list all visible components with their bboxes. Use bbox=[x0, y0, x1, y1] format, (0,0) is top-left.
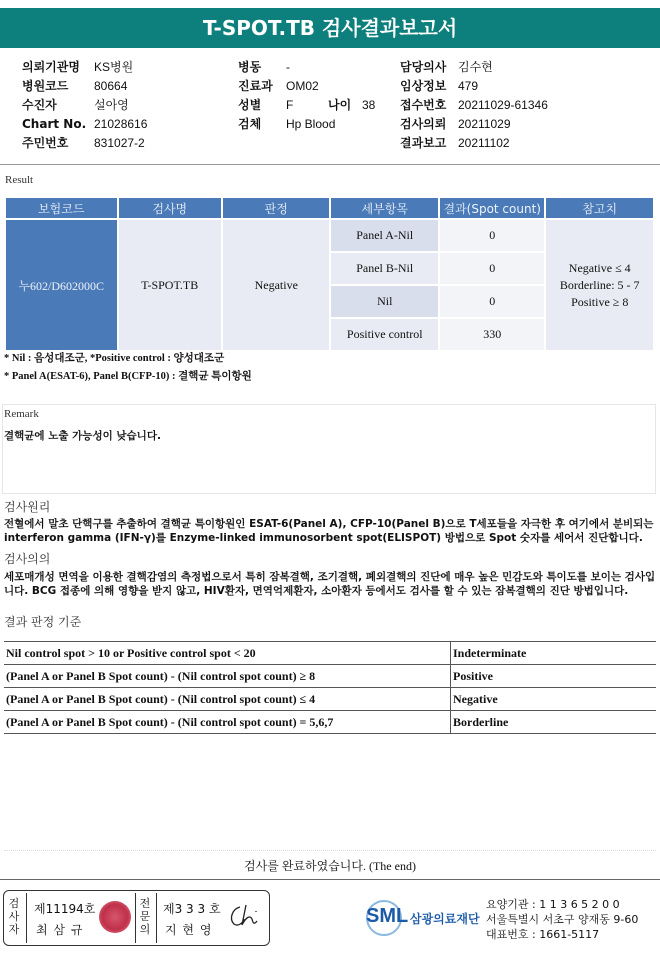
result-note: * Panel A(ESAT-6), Panel B(CFP-10) : 결핵균 특이항원 bbox=[4, 371, 252, 382]
info-value: 21028616 bbox=[94, 117, 148, 131]
table-row bbox=[4, 688, 656, 711]
result-table bbox=[4, 196, 655, 352]
table-row bbox=[4, 665, 656, 688]
specialist-label: 전문의 bbox=[139, 897, 151, 936]
info-key: 검체 bbox=[238, 117, 262, 131]
info-key: 주민번호 bbox=[22, 136, 69, 150]
info-key: 진료과 bbox=[238, 79, 273, 93]
reference-range bbox=[546, 220, 653, 350]
tester-seal-icon bbox=[99, 901, 131, 933]
table-row bbox=[6, 220, 653, 251]
spot-count: 0 bbox=[440, 253, 544, 284]
info-key: 담당의사 bbox=[400, 60, 447, 74]
criteria-result: Positive bbox=[451, 665, 657, 688]
info-value: 831027-2 bbox=[94, 136, 145, 150]
info-key: 병원코드 bbox=[22, 79, 69, 93]
specialist-license-no: 제3 3 3 호 bbox=[163, 902, 221, 916]
insurance-code: 누602/D602000C bbox=[6, 220, 117, 350]
info-value: 20211029 bbox=[458, 117, 511, 131]
info-value: KS병원 bbox=[94, 60, 134, 74]
header-reference: 참고치 bbox=[546, 198, 653, 218]
org-name: 삼광의료재단 bbox=[410, 912, 480, 926]
table-row bbox=[4, 711, 656, 734]
header-insurance-code: 보험코드 bbox=[6, 198, 117, 218]
tester-name: 최 삼 규 bbox=[36, 923, 84, 937]
criteria-result: Borderline bbox=[451, 711, 657, 734]
info-value: F bbox=[286, 98, 294, 112]
result-label: Result bbox=[5, 174, 34, 186]
criteria-condition: (Panel A or Panel B Spot count) - (Nil control spot count) ≥ 8 bbox=[4, 665, 451, 688]
info-key: 수진자 bbox=[22, 98, 57, 112]
header-judgment: 판정 bbox=[223, 198, 330, 218]
info-key: 검사의뢰 bbox=[400, 117, 447, 131]
age-value: 38 bbox=[362, 98, 376, 112]
divider bbox=[156, 893, 157, 943]
specialist-name: 지 현 영 bbox=[165, 923, 213, 937]
remark-text: 결핵균에 노출 가능성이 낮습니다. bbox=[4, 430, 161, 442]
criteria-result: Negative bbox=[451, 688, 657, 711]
info-value: 김수현 bbox=[458, 60, 493, 74]
info-value: 80664 bbox=[94, 79, 128, 93]
age-key: 나이 bbox=[328, 98, 352, 112]
result-header-row bbox=[6, 198, 653, 218]
info-col-1 bbox=[22, 56, 147, 151]
criteria-table bbox=[4, 641, 656, 734]
significance-label: 검사의의 bbox=[4, 552, 51, 566]
info-key: 병동 bbox=[238, 60, 262, 74]
info-key: 임상정보 bbox=[400, 79, 447, 93]
footer-line: 대표번호 : 1661-5117 bbox=[486, 928, 600, 941]
info-key: 접수번호 bbox=[400, 98, 447, 112]
reference-line: Negative ≤ 4 bbox=[568, 260, 631, 275]
judgment: Negative bbox=[223, 220, 330, 350]
signature-box bbox=[3, 890, 270, 946]
info-key: 성별 bbox=[238, 98, 262, 112]
report-title: T-SPOT.TB 검사결과보고서 bbox=[0, 8, 660, 48]
info-value: 20211029-61346 bbox=[458, 98, 548, 112]
sub-item: Panel A-Nil bbox=[331, 220, 438, 251]
signature-icon bbox=[226, 901, 262, 931]
remark-box bbox=[2, 404, 656, 494]
info-value: - bbox=[286, 60, 290, 74]
criteria-condition: (Panel A or Panel B Spot count) - (Nil control spot count) ≤ 4 bbox=[4, 688, 451, 711]
criteria-condition: (Panel A or Panel B Spot count) - (Nil control spot count) = 5,6,7 bbox=[4, 711, 451, 734]
end-text: 검사를 완료하였습니다. (The end) bbox=[244, 859, 416, 873]
sub-item: Positive control bbox=[331, 319, 438, 350]
info-col-2 bbox=[238, 56, 375, 132]
spot-count: 0 bbox=[440, 286, 544, 317]
info-key: 결과보고 bbox=[400, 136, 447, 150]
sub-item: Nil bbox=[331, 286, 438, 317]
footer-line: 요양기관 : 1 1 3 6 5 2 0 0 bbox=[486, 898, 620, 911]
tester-license-no: 제11194호 bbox=[34, 902, 96, 916]
significance-text: 세포매개성 면역을 이용한 결핵감염의 측정법으로서 특히 잠복결핵, 조기결핵, 폐외결핵의 진단에 매우 높은 민감도와 특이도를 보이는 검사입니다. BCG 접종에 의해 영향을 받지 않고, HIV환자, 면역억제환자, 소아환자 등에서도 검사를 할 수 있는 잠복결핵의 진단 방법입니다. bbox=[4, 571, 656, 597]
principle-text: 전혈에서 말초 단핵구를 추출하여 결핵균 특이항원인 ESAT-6(Panel A), CFP-10(Panel B)으로 T세포들을 자극한 후 여기에서 분비되는 interferon gamma (IFN-γ)를 Enzyme-linked immunosorbent spot(ELISPOT) 방법으로 Spot 숫자를 세어서 진단합니다. bbox=[4, 518, 654, 544]
info-key: Chart No. bbox=[22, 117, 87, 131]
info-value: 479 bbox=[458, 79, 479, 93]
sub-item: Panel B-Nil bbox=[331, 253, 438, 284]
criteria-label: 결과 판정 기준 bbox=[4, 615, 82, 629]
info-col-3 bbox=[400, 56, 548, 151]
info-value: 설아영 bbox=[94, 98, 129, 112]
info-value: Hp Blood bbox=[286, 117, 336, 131]
tester-label: 검사자 bbox=[8, 897, 20, 936]
test-name: T-SPOT.TB bbox=[119, 220, 221, 350]
table-row bbox=[4, 642, 656, 665]
divider bbox=[0, 164, 660, 165]
header-test-name: 검사명 bbox=[119, 198, 221, 218]
criteria-condition: Nil control spot > 10 or Positive control spot < 20 bbox=[4, 642, 451, 665]
spot-count: 0 bbox=[440, 220, 544, 251]
reference-line: Positive ≥ 8 bbox=[571, 294, 629, 309]
info-value: 20211102 bbox=[458, 136, 510, 150]
result-note: * Nil : 음성대조군, *Positive control : 양성대조군 bbox=[4, 353, 225, 364]
divider bbox=[26, 893, 27, 943]
info-key: 의뢰기관명 bbox=[22, 60, 80, 74]
footer-info bbox=[486, 897, 638, 942]
info-value: OM02 bbox=[286, 79, 319, 93]
header-sub-item: 세부항목 bbox=[331, 198, 438, 218]
principle-label: 검사원리 bbox=[4, 500, 51, 514]
remark-label: Remark bbox=[4, 408, 39, 420]
criteria-result: Indeterminate bbox=[451, 642, 657, 665]
divider bbox=[4, 850, 656, 851]
divider bbox=[135, 893, 136, 943]
divider bbox=[0, 879, 660, 880]
reference-line: Borderline: 5 - 7 bbox=[559, 277, 640, 292]
footer-line: 서울특별시 서초구 양재동 9-60 bbox=[486, 913, 639, 926]
logo-text: SML bbox=[366, 905, 409, 927]
spot-count: 330 bbox=[440, 319, 544, 350]
header-result: 결과(Spot count) bbox=[440, 198, 544, 218]
